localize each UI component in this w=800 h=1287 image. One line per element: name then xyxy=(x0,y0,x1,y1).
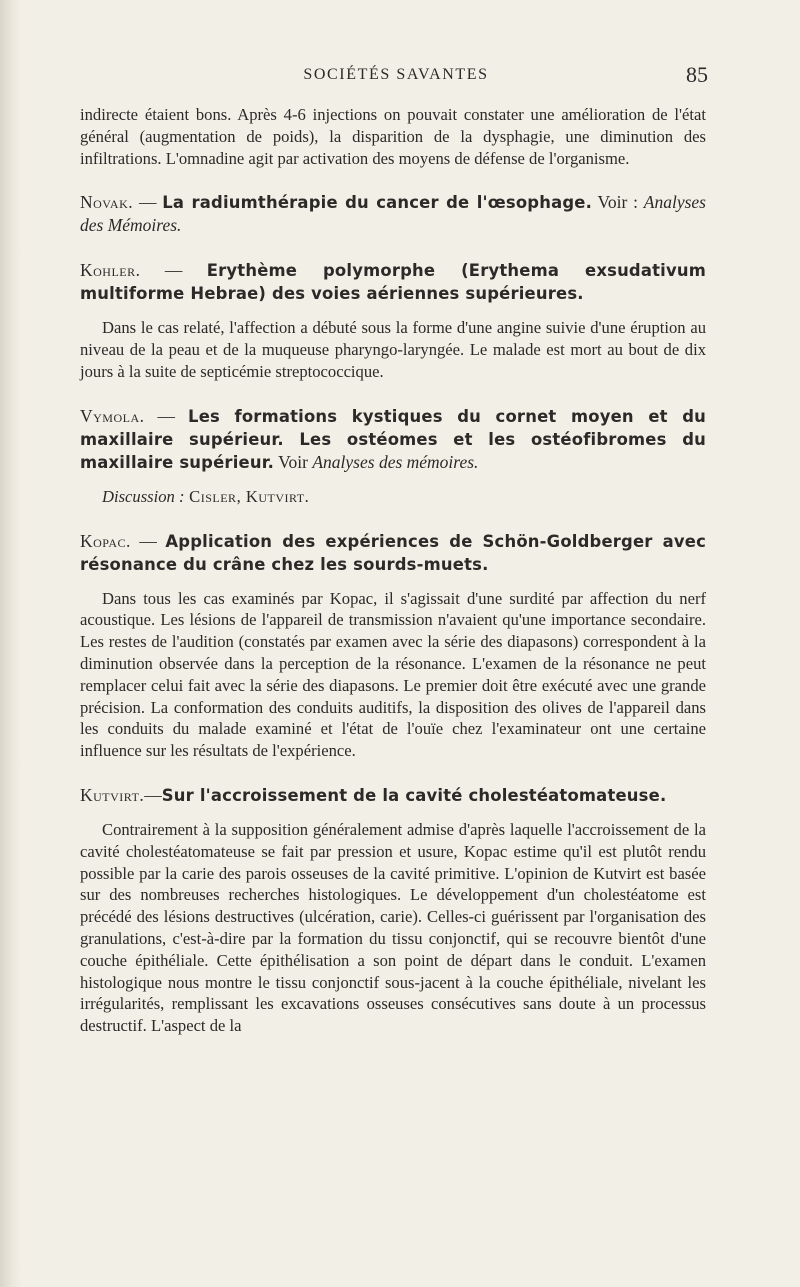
entry-voir: Voir xyxy=(274,451,313,472)
entry-author: Kopac. xyxy=(80,530,131,551)
entry-title: Application des expériences de Schön-Goldberger avec résonance du crâne chez les sourds-muets. xyxy=(80,531,706,574)
intro-paragraph: indirecte étaient bons. Après 4-6 injections on pouvait constater une amélioration de l'état général (augmentation de poids), la disparition de la dysphagie, une diminution des infiltrations. L'omnadine agit par activation des moyens de défense de l'organisme. xyxy=(80,105,706,168)
entry-title: Les formations kystiques du cornet moyen et du maxillaire supérieur. Les ostéomes et les ostéofibromes du maxillaire supérieur. xyxy=(80,406,707,472)
entry-voir: Voir : xyxy=(592,192,644,213)
entry-author: Novak. xyxy=(80,192,134,213)
entry-kopac-body: Dans tous les cas examinés par Kopac, il s'agissait d'une surdité par affection du nerf acoustique. Les lésions de l'appareil de transmission n'avaient qu'une importance secondaire. Les restes de l'audition (constatés par examen avec la série des diapasons) correspondent à la diminution observée dans la perception de la résonance. L'examen de la résonance ne peut remplacer celui fait avec la série des diapasons. Le premier doit être exécuté avec une grande précision. La conformation des conduits auditifs, la disposition des olives de l'appareil dans les conduits du malade examiné et l'état de l'ouïe chez l'examinateur ont une certaine influence sur les résultats de l'expérience. xyxy=(80,588,706,761)
entry-dash: — xyxy=(133,192,163,213)
entry-dash: — xyxy=(144,784,162,805)
entry-author: Kohler. xyxy=(80,260,141,281)
entry-reference: Analyses des Mémoires. xyxy=(80,192,706,236)
discussion-names: Cisler, Kutvirt. xyxy=(184,486,310,506)
entry-title: La radiumthérapie du cancer de l'œsophage. xyxy=(162,193,593,213)
entry-dash: — xyxy=(144,405,189,426)
entry-author: Kutvirt. xyxy=(80,784,145,805)
entry-dash: — xyxy=(130,530,166,551)
entry-novak xyxy=(80,191,706,237)
entry-kutvirt-body: Contrairement à la supposition généralement admise d'après laquelle l'accroissement de la cavité cholestéatomateuse se fait par pression et usure, Kopac estime qu'il est plutôt rendu possible par la carie des parois osseuses de la cavité primitive. L'opinion de Kutvirt est basée sur des nombreuses recherches histologiques. Le développement d'un cholestéatome est précédé des lésions destructives (ulcération, carie). Celles-ci guérissent par l'organisation des granulations, c'est-à-dire par la formation du tissu conjonctif, qui se recouvre bientôt d'une couche épithéliale. Cette épithélisation a son point de départ dans le conduit. L'examen histologique nous montre le tissu conjonctif sous-jacent à la couche épithéliale, nivelant les irrégularités, remplissant les excavations osseuses consécutives sans doute à un processus destructif. L'aspect de la xyxy=(80,819,706,1036)
entry-dash: — xyxy=(140,260,207,281)
entry-kohler-heading xyxy=(80,259,706,305)
entry-kohler-body: Dans le cas relaté, l'affection a débuté sous la forme d'une angine suivie d'une éruption au niveau de la peau et de la muqueuse pharyngo-laryngée. Le malade est mort au bout de dix jours à la suite de septicémie streptococcique. xyxy=(80,318,706,381)
entry-reference: Analyses des mémoires. xyxy=(312,451,479,472)
page-header xyxy=(80,62,712,92)
entry-author: Vymola. xyxy=(80,405,145,426)
page-number: 85 xyxy=(686,62,708,87)
entry-vymola-heading xyxy=(80,405,706,474)
page-edge-shadow xyxy=(0,0,22,1287)
entry-title: Erythème polymorphe (Erythema exsudativum multiforme Hebrae) des voies aériennes supérieures. xyxy=(80,261,707,304)
entry-vymola-discussion xyxy=(80,486,706,508)
running-head: SOCIÉTÉS SAVANTES xyxy=(303,66,489,83)
page-content xyxy=(80,104,706,1037)
entry-title: Sur l'accroissement de la cavité cholestéatomateuse. xyxy=(161,785,667,805)
entry-kutvirt-heading xyxy=(80,784,706,807)
entry-kopac-heading xyxy=(80,530,706,576)
discussion-label: Discussion : xyxy=(102,486,185,506)
